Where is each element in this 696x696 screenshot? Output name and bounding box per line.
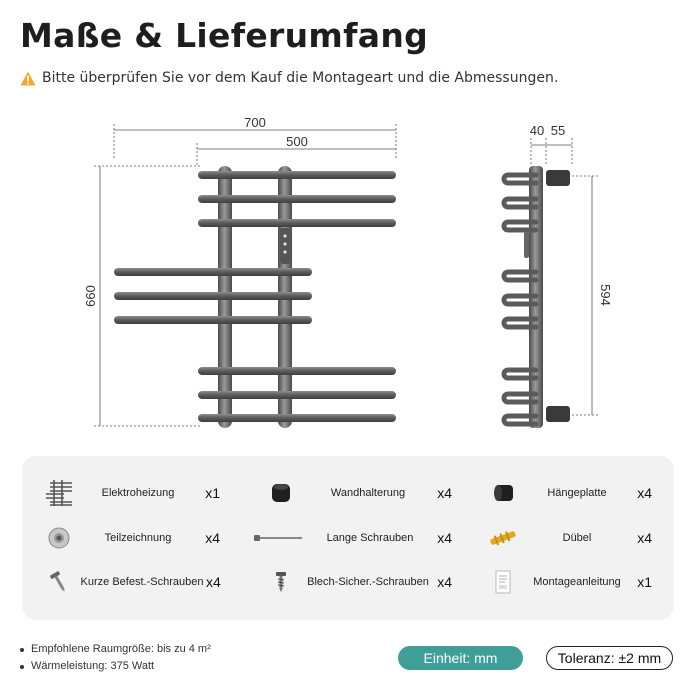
bullet <box>20 665 24 669</box>
part-label: Dübel <box>562 532 592 544</box>
bullet <box>20 648 24 652</box>
part-item <box>484 567 652 597</box>
part-qty: x4 <box>206 574 221 590</box>
wall-bracket-icon <box>262 478 300 508</box>
part-item <box>262 567 452 597</box>
notes-list <box>20 641 211 675</box>
long-screw-icon <box>252 523 304 553</box>
washer-icon <box>40 523 78 553</box>
page-title: Maße & Lieferumfang <box>20 16 429 55</box>
dim-depth-a: 40 <box>529 123 545 138</box>
part-qty: x4 <box>205 530 220 546</box>
part-item <box>262 478 452 508</box>
part-label: Elektroheizung <box>101 487 175 499</box>
part-label: Kurze Befest.-Schrauben <box>80 576 204 588</box>
part-item <box>484 523 652 553</box>
note-item <box>20 641 211 658</box>
note-text: Empfohlene Raumgröße: bis zu 4 m² <box>31 643 211 655</box>
part-label: Teilzeichnung <box>104 532 172 544</box>
manual-icon <box>484 567 522 597</box>
radiator-front-view <box>114 166 396 428</box>
part-label: Hängeplatte <box>547 487 607 499</box>
part-label: Montageanleitung <box>533 576 621 588</box>
part-label: Blech-Sicher.-Schrauben <box>307 576 429 588</box>
hanging-plate-icon <box>484 478 522 508</box>
heating-element-icon <box>40 478 78 508</box>
part-item <box>252 523 452 553</box>
dim-width-inner: 500 <box>286 134 308 149</box>
part-qty: x4 <box>437 574 452 590</box>
part-label: Lange Schrauben <box>326 532 414 544</box>
unit-badge: Einheit: mm <box>398 646 523 670</box>
dim-height-mount: 594 <box>598 284 613 306</box>
tolerance-badge: Toleranz: ±2 mm <box>546 646 673 670</box>
part-item <box>484 478 652 508</box>
part-qty: x4 <box>437 530 452 546</box>
dim-depth-b: 55 <box>550 123 566 138</box>
part-label: Wandhalterung <box>330 487 406 499</box>
part-item <box>40 478 220 508</box>
part-qty: x4 <box>637 485 652 501</box>
sheet-metal-screw-icon <box>262 567 300 597</box>
short-screw-icon <box>40 567 78 597</box>
note-item <box>20 658 211 675</box>
part-qty: x1 <box>637 574 652 590</box>
part-qty: x4 <box>437 485 452 501</box>
radiator-side-view <box>504 166 570 428</box>
part-item <box>40 523 220 553</box>
part-item <box>40 567 220 597</box>
note-text: Wärmeleistung: 375 Watt <box>31 660 155 672</box>
dim-width-total: 700 <box>244 115 266 130</box>
wall-plug-icon <box>484 523 522 553</box>
warning-text: Bitte überprüfen Sie vor dem Kauf die Montageart und die Abmessungen. <box>42 70 559 86</box>
part-qty: x1 <box>205 485 220 501</box>
part-qty: x4 <box>637 530 652 546</box>
dim-height-total: 660 <box>83 285 98 307</box>
